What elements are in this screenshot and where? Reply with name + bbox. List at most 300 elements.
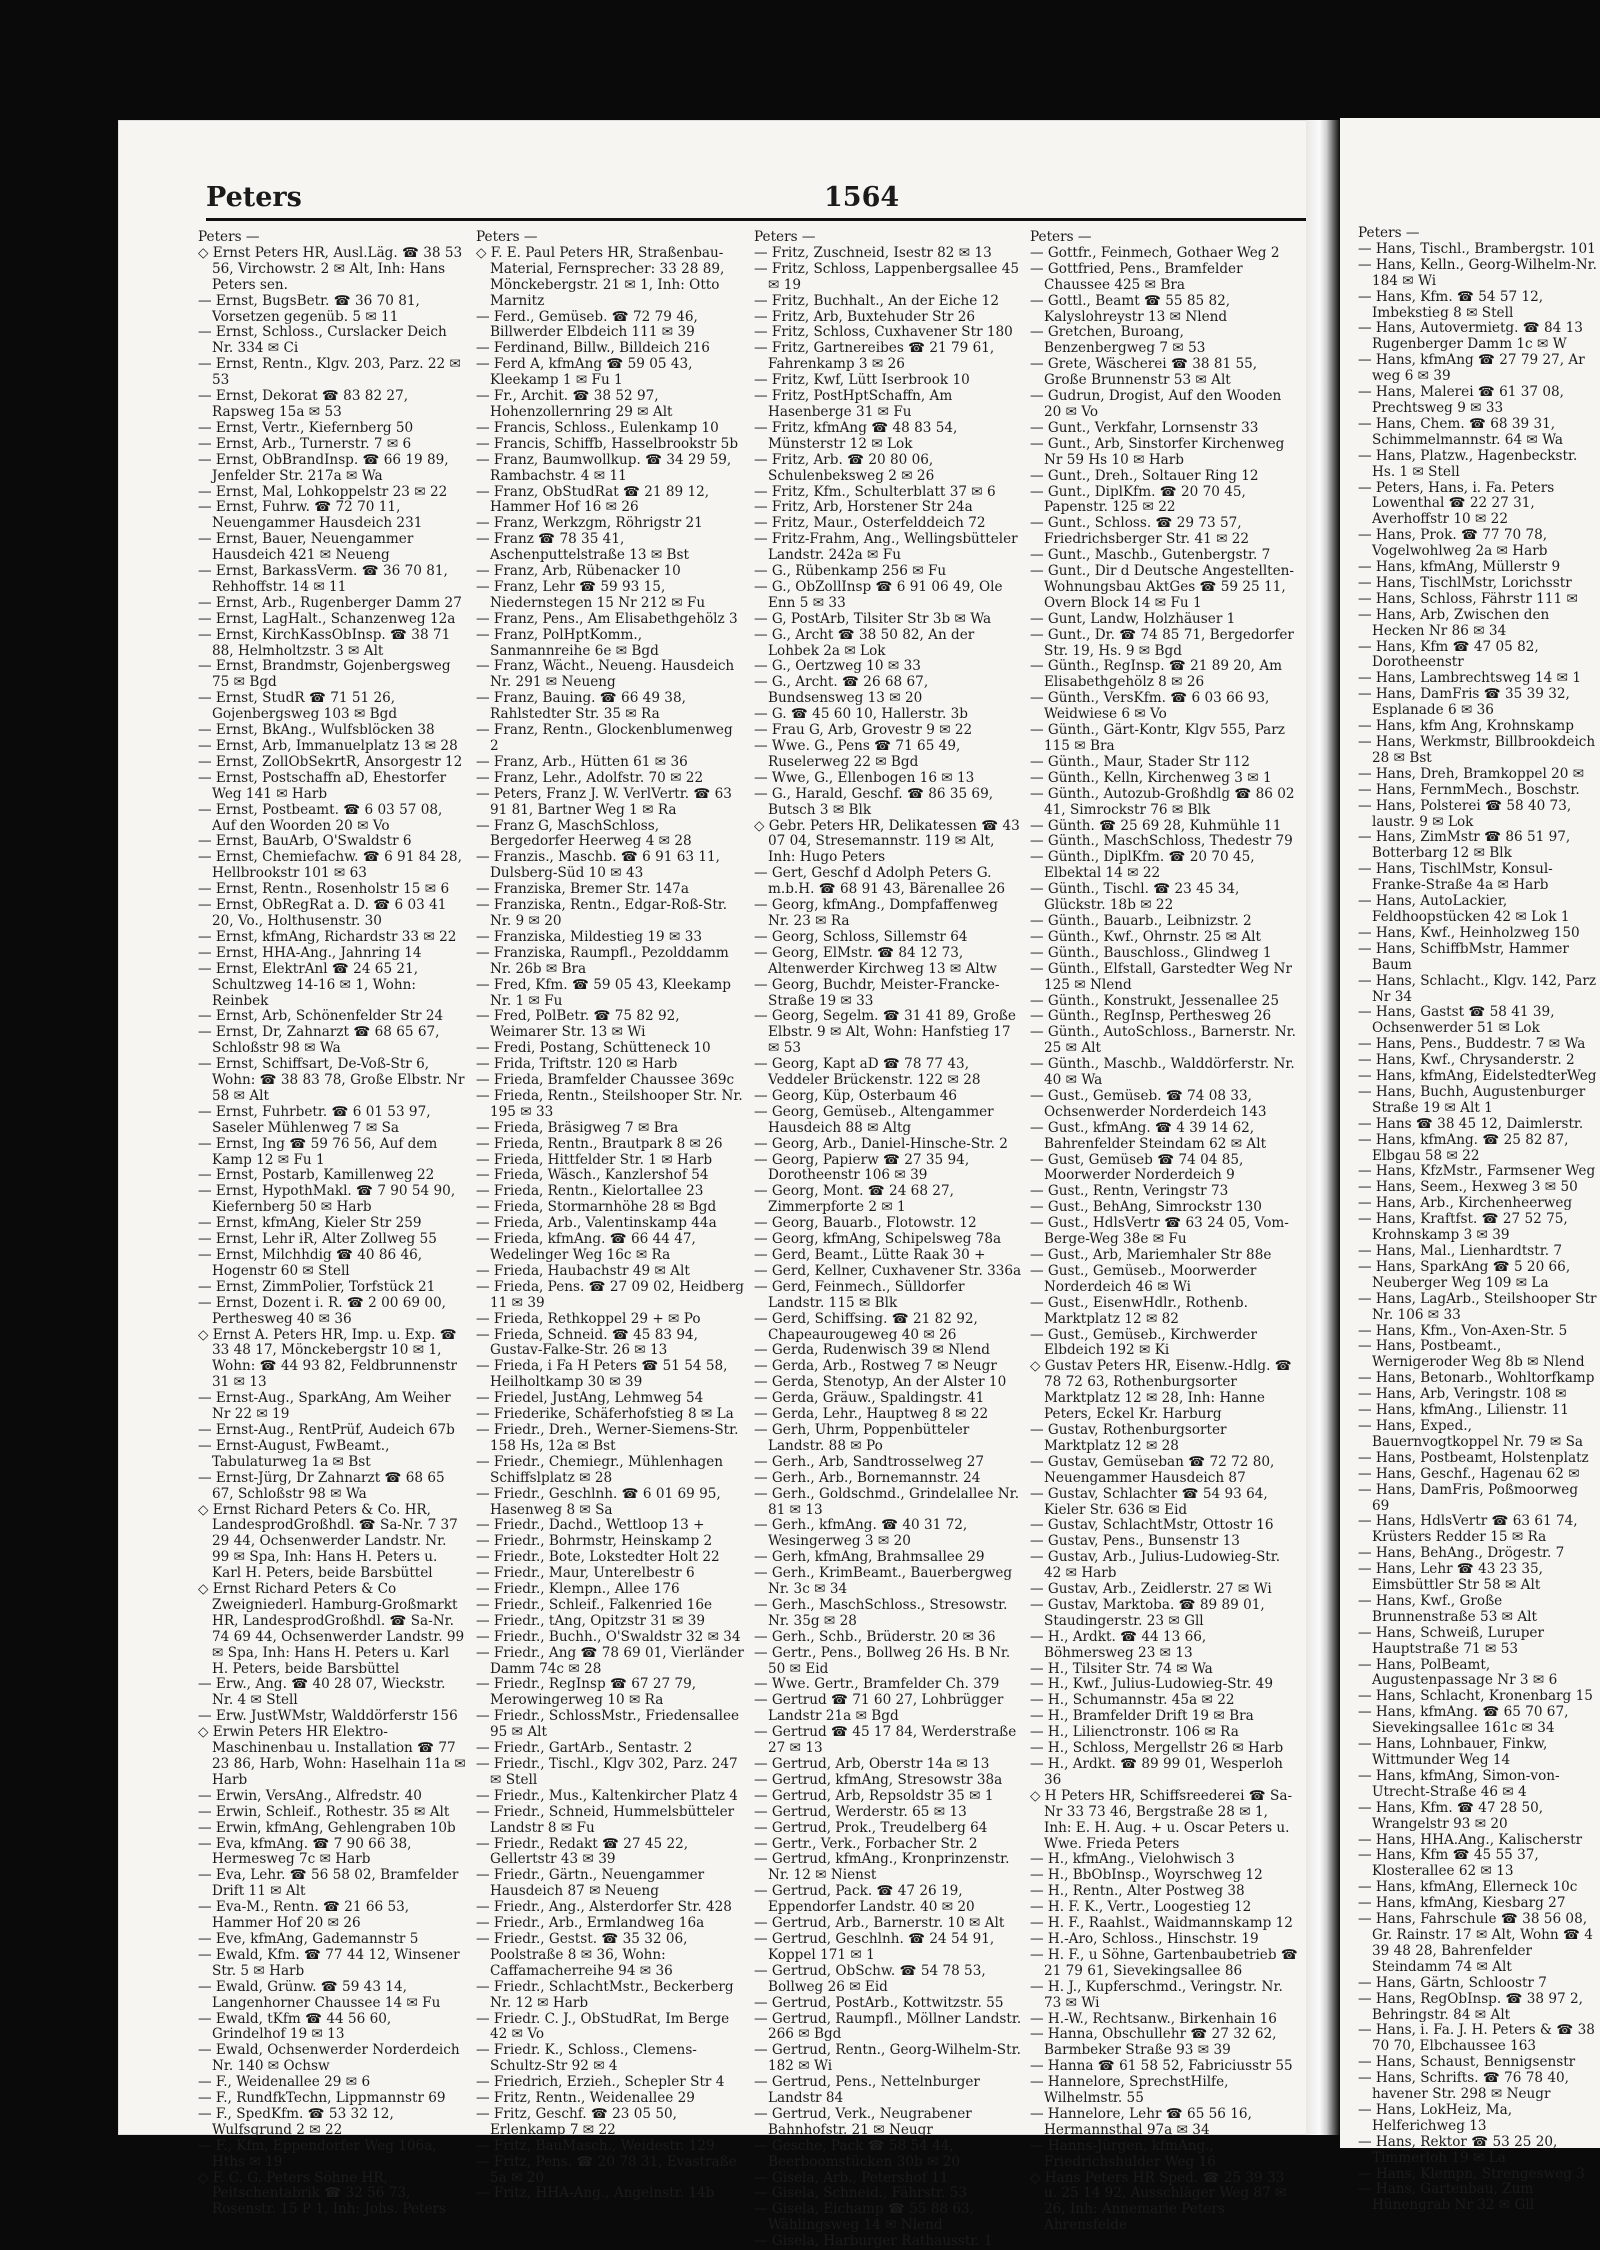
directory-entry: — Günth., RegInsp, Perthesweg 26: [1030, 1008, 1272, 1025]
directory-entry: — Gerh, kfmAng, Brahmsallee 29: [754, 1549, 985, 1566]
column-1: [198, 229, 466, 2218]
directory-entry: — Ewald, tKfm ☎ 44 56 60, Grindelhof 19 ✉ 13: [198, 2010, 392, 2043]
directory-entry: — Ferdinand, Billw., Billdeich 216: [476, 340, 710, 357]
directory-entry: — Hans, LokHeiz, Ma, Helferichweg 13: [1358, 2101, 1513, 2134]
directory-entry: — Günth., Bauschloss., Glindweg 1: [1030, 944, 1272, 961]
directory-entry: — Franziska, Raumpfl., Pezolddamm Nr. 26b ✉ Bra: [476, 944, 729, 977]
directory-entry: — Friedr., Mus., Kaltenkircher Platz 4: [476, 1787, 738, 1804]
directory-entry: — Frieda, Wäsch., Kanzlershof 54: [476, 1167, 709, 1184]
directory-entry: — Gerda, Stenotyp, An der Alster 10: [754, 1374, 1007, 1391]
directory-entry: — Gottl., Beamt ☎ 55 85 82, Kalyslohreystr 13 ✉ Nlend: [1030, 292, 1231, 325]
directory-entry: — Ernst, Rentn., Klgv. 203, Parz. 22 ✉ 53: [198, 356, 461, 389]
directory-entry: — H. F., u Söhne, Gartenbaubetrieb ☎ 21 79 61, Sievekingsallee 86: [1030, 1946, 1298, 1979]
directory-entry: — Gottfried, Pens., Bramfelder Chaussee 425 ✉ Bra: [1030, 260, 1243, 293]
directory-entry: — Fritz, Kwf, Lütt Iserbrook 10: [754, 372, 970, 389]
directory-entry: — Fritz, Schloss, Lappenbergsallee 45 ✉ 19: [754, 260, 1020, 293]
directory-entry: — Gustav, SchlachtMstr, Ottostr 16: [1030, 1517, 1274, 1534]
directory-entry: — Ernst, Lehr iR, Alter Zollweg 55: [198, 1231, 437, 1248]
directory-entry: — Ernst, BugsBetr. ☎ 36 70 81, Vorsetzen gegenüb. 5 ✉ 11: [198, 292, 420, 325]
directory-entry: — Hans, KfzMstr., Farmsener Weg: [1358, 1163, 1596, 1180]
directory-entry: — Hans, Kfm ☎ 45 55 37, Klosterallee 62 ✉ 13: [1358, 1847, 1539, 1880]
directory-entry: — Fredi, Postang, Schütteneck 10: [476, 1040, 711, 1057]
directory-entry: — Eva, Lehr. ☎ 56 58 02, Bramfelder Drift 11 ✉ Alt: [198, 1867, 459, 1900]
directory-entry: — Hans, Postbeamt., Wernigeroder Weg 8b ✉ Nlend: [1358, 1338, 1585, 1371]
directory-entry: — Gert, Geschf d Adolph Peters G. m.b.H. ☎ 68 91 43, Bärenallee 26: [754, 865, 1006, 898]
directory-entry: — Gisela, Harburger Rathausstr. 1: [754, 2233, 993, 2250]
directory-entry: — Günth., Bauarb., Leibnizstr. 2: [1030, 912, 1252, 929]
directory-entry: — Gertrud, Pack. ☎ 47 26 19, Eppendorfer Landstr. 40 ✉ 20: [754, 1883, 975, 1916]
directory-entry: — Hans, Prok. ☎ 77 70 78, Vogelwohlweg 2a ✉ Harb: [1358, 527, 1548, 560]
directory-entry: — Ernst, Dr, Zahnarzt ☎ 68 65 67, Schloßstr 98 ✉ Wa: [198, 1024, 440, 1057]
directory-entry: — Ernst, Arb., Rugenberger Damm 27: [198, 594, 462, 611]
directory-entry: — Wwe. Gertr., Bramfelder Ch. 379: [754, 1676, 1000, 1693]
directory-entry: — Hannelore, Lehr ☎ 65 56 16, Hermannsthal 97a ✉ 34: [1030, 2105, 1252, 2138]
directory-entry: — H. F. K., Vertr., Loogestieg 12: [1030, 1899, 1252, 1916]
directory-entry: — Hans, Malerei ☎ 61 37 08, Prechtsweg 9 ✉ 33: [1358, 384, 1564, 416]
directory-entry: — Wwe, G., Ellenbogen 16 ✉ 13: [754, 769, 975, 786]
directory-entry: — Ernst, Ing ☎ 59 76 56, Auf dem Kamp 12 ✉ Fu 1: [198, 1135, 438, 1168]
directory-entry: — Friedr., Chemiegr., Mühlenhagen Schiffslplatz ✉ 28: [476, 1453, 723, 1486]
directory-entry: — Günth. ☎ 25 69 28, Kuhmühle 11: [1030, 817, 1282, 834]
running-head-name: Peters: [206, 182, 302, 213]
directory-entry: — Gunt., Verkfahr, Lornsenstr 33: [1030, 419, 1259, 436]
directory-entry: — Frieda, i Fa H Peters ☎ 51 54 58, Heilholtkamp 30 ✉ 39: [476, 1358, 728, 1391]
directory-entry: — Gertrud, Rentn., Georg-Wilhelm-Str. 182 ✉ Wi: [754, 2042, 1021, 2075]
directory-entry: — Gust., Arb, Mariemhaler Str 88e: [1030, 1247, 1272, 1263]
directory-entry: — Gerda, Rudenwisch 39 ✉ Nlend: [754, 1342, 990, 1359]
directory-entry: — H., Schumannstr. 45a ✉ 22: [1030, 1692, 1235, 1709]
directory-entry: — Hans, Kfm ☎ 47 05 82, Dorotheenstr: [1358, 638, 1539, 671]
directory-entry: ◇ Gebr. Peters HR, Delikatessen ☎ 43 07 04, Stresemannstr. 119 ✉ Alt, Inh: Hugo Peters: [754, 817, 1020, 866]
directory-entry: — Gust., kfmAng. ☎ 4 39 14 62, Bahrenfelder Steindam 62 ✉ Alt: [1030, 1119, 1267, 1152]
directory-entry: — Hans, Pens., Buddestr. 7 ✉ Wa: [1358, 1036, 1586, 1053]
directory-entry: — Franz, Arb, Rübenacker 10: [476, 563, 681, 580]
directory-entry: — Ernst, Fuhrw. ☎ 72 70 11, Neuengammer Hausdeich 231: [198, 499, 423, 532]
directory-entry: — Günth., RegInsp. ☎ 21 89 20, Am Elisabethgehölz 8 ✉ 26: [1030, 658, 1283, 691]
directory-entry: — F., Weidenallee 29 ✉ 6: [198, 2074, 371, 2091]
directory-entry: — Friedr., Dreh., Werner-Siemens-Str. 158 Hs, 12a ✉ Bst: [476, 1421, 739, 1454]
directory-entry: — Ferd., Gemüseb. ☎ 72 79 46, Billwerder Elbdeich 111 ✉ 39: [476, 308, 698, 341]
directory-entry: — Hans, Kfm. ☎ 54 57 12, Imbekstieg 8 ✉ Stell: [1358, 288, 1544, 321]
page-number: 1564: [824, 182, 900, 213]
directory-entry: — Hans, kfmAng. ☎ 25 82 87, Elbgau 58 ✉ 22: [1358, 1131, 1569, 1164]
directory-entry: — Ernst, Postschaffn aD, Ehestorfer Weg 141 ✉ Harb: [198, 769, 447, 802]
directory-entry: — Gustav, Pens., Bunsenstr 13: [1030, 1533, 1240, 1550]
directory-entry: ◇ Ernst Peters HR, Ausl.Läg. ☎ 38 53 56, Virchowstr. 2 ✉ Alt, Inh: Hans Peters sen.: [198, 244, 463, 293]
directory-entry: — Georg, Mont. ☎ 24 68 27, Zimmerpforte 2 ✉ 1: [754, 1183, 954, 1216]
directory-entry: — Frida, Triftstr. 120 ✉ Harb: [476, 1056, 678, 1073]
directory-entry: — Hans, kfmAng, Müllerstr 9: [1358, 559, 1561, 576]
directory-entry: — Gerd, Kellner, Cuxhavener Str. 336a: [754, 1262, 1022, 1279]
directory-entry: — Gertrud, Verk., Neugrabener Bahnhofstr. 21 ✉ Neugr: [754, 2105, 972, 2138]
column-head: Peters —: [198, 229, 260, 245]
directory-entry: — Ernst, ObRegRat a. D. ☎ 6 03 41 20, Vo., Holthusenstr. 30: [198, 897, 447, 929]
directory-entry: — Georg, Küp, Osterbaum 46: [754, 1087, 957, 1104]
directory-entry: — Frau G, Arb, Grovestr 9 ✉ 22: [754, 722, 973, 739]
directory-entry: — Franz, Werkzgm, Röhrigstr 21: [476, 515, 703, 532]
directory-entry: — Ernst, Postarb, Kamillenweg 22: [198, 1167, 435, 1184]
directory-entry: — Georg, Segelm. ☎ 31 41 89, Große Elbstr. 9 ✉ Alt, Wohn: Hanfstieg 17 ✉ 53: [754, 1008, 1016, 1057]
directory-entry: — Hans, Schaust, Bennigsenstr: [1358, 2054, 1576, 2071]
directory-entry: — H., Bramfelder Drift 19 ✉ Bra: [1030, 1708, 1254, 1725]
directory-entry: — Ewald, Grünw. ☎ 59 43 14, Langenhorner Chaussee 14 ✉ Fu: [198, 1978, 441, 2011]
directory-entry: — Gerd, Schiffsing. ☎ 21 82 92, Chapeaurougeweg 40 ✉ 26: [754, 1310, 978, 1343]
directory-entry: — Hans, kfmAng, Ellerneck 10c: [1358, 1879, 1578, 1896]
directory-entry: — Gust, Gemüseb ☎ 74 04 85, Moorwerder Norderdeich 9: [1030, 1151, 1244, 1184]
directory-entry: — Ernst, Brandmstr, Gojenbergsweg 75 ✉ Bgd: [198, 658, 451, 691]
directory-entry: — Hans, PolBeamt, Augustenpassage Nr 3 ✉ 6: [1358, 1656, 1558, 1689]
directory-entry: — Günth., Elfstall, Garstedter Weg Nr 125 ✉ Nlend: [1030, 960, 1292, 993]
directory-entry: — Friedr., Schneid, Hummelsbütteler Landstr 8 ✉ Fu: [476, 1803, 735, 1836]
directory-entry: — Georg, Bauarb., Flotowstr. 12: [754, 1215, 977, 1232]
directory-entry: — H. J., Kupferschmd., Veringstr. Nr. 73 ✉ Wi: [1030, 1978, 1283, 2011]
directory-entry: — Gertrud, PostArb., Kottwitzstr. 55: [754, 1994, 1004, 2011]
directory-entry: — Hans, TischlMstr, Konsul-Franke-Straße 4a ✉ Harb: [1358, 861, 1553, 894]
directory-entry: — Gerh., MaschSchloss., Stresowstr. Nr. 35g ✉ 28: [754, 1596, 1008, 1629]
directory-entry: — Ernst, BarkassVerm. ☎ 36 70 81, Rehhoffstr. 14 ✉ 11: [198, 563, 448, 595]
directory-entry: — Ernst, KirchKassObInsp. ☎ 38 71 88, Helmholtzstr. 3 ✉ Alt: [198, 626, 451, 659]
directory-entry: — Günth., Kelln, Kirchenweg 3 ✉ 1: [1030, 769, 1272, 786]
directory-entry: — Georg, Buchdr, Meister-Francke-Straße 19 ✉ 33: [754, 976, 1000, 1009]
directory-entry: — Gust., EisenwHdlr., Rothenb. Marktplatz 12 ✉ 82: [1030, 1294, 1248, 1327]
directory-entry: — Hans, kfm Ang, Krohnskamp: [1358, 718, 1574, 735]
directory-entry: — G., Rübenkamp 256 ✉ Fu: [754, 563, 947, 580]
directory-entry: — Franz, ObStudRat ☎ 21 89 12, Hammer Hof 16 ✉ 26: [476, 483, 710, 516]
directory-entry: — Gust., HdlsVertr ☎ 63 24 05, Vom-Berge-Weg 38e ✉ Fu: [1030, 1215, 1289, 1248]
directory-entry: — H., Rentn., Alter Postweg 38: [1030, 1883, 1245, 1900]
directory-entry: — Friedr., Maur, Unterelbestr 6: [476, 1565, 695, 1582]
directory-entry: — Hans, Tischl., Brambergstr. 101: [1358, 240, 1596, 257]
directory-entry: — Ernst-Jürg, Dr Zahnarzt ☎ 68 65 67, Schloßstr 98 ✉ Wa: [198, 1469, 445, 1502]
directory-entry: — Hans, Gärtn, Schloostr 7: [1358, 1974, 1547, 1991]
directory-entry: ◇ H Peters HR, Schiffsreederei ☎ Sa-Nr 33 73 46, Bergstraße 28 ✉ 1, Inh: E. H. Aug. + u. Oscar Peters u. Wwe. Frieda Peters: [1030, 1787, 1293, 1852]
directory-entry: — Hans, Schlacht, Kronenbarg 15: [1358, 1688, 1593, 1705]
directory-entry: — Franziska, Mildestieg 19 ✉ 33: [476, 928, 703, 945]
directory-entry: — Gustav, Rothenburgsorter Marktplatz 12 ✉ 28: [1030, 1421, 1227, 1454]
directory-entry: — Günth., Tischl. ☎ 23 45 34, Glückstr. 18b ✉ 22: [1030, 881, 1240, 914]
directory-entry: — Franziska, Bremer Str. 147a: [476, 881, 689, 898]
directory-entry: — Gertrud, Raumpfl., Möllner Landstr. 266 ✉ Bgd: [754, 2010, 1022, 2043]
directory-entry: — Hanns-Jürgen, kfmAng., Friedrichshulder Weg 16: [1030, 2137, 1216, 2170]
directory-entry: — Hans, Arb, Zwischen den Hecken Nr 86 ✉ 34: [1358, 606, 1550, 639]
directory-entry: — H., Lilienctronstr. 106 ✉ Ra: [1030, 1724, 1239, 1741]
directory-entry: — Friedr., Ang ☎ 78 69 01, Vierländer Damm 74c ✉ 28: [476, 1644, 744, 1677]
directory-entry: — Hans, Lohnbauer, Finkw, Wittmunder Weg 14: [1358, 1736, 1548, 1768]
column-3: [754, 229, 1022, 2250]
directory-entry: — Ernst, StudR ☎ 71 51 26, Gojenbergsweg 103 ✉ Bgd: [198, 690, 398, 723]
directory-entry: — Gertr., Verk., Forbacher Str. 2: [754, 1835, 978, 1852]
directory-entry: — Günth., VersKfm. ☎ 6 03 66 93, Weidwiese 6 ✉ Vo: [1030, 690, 1270, 723]
directory-entry: — Hans, FernmMech., Boschstr.: [1358, 781, 1580, 798]
directory-entry: — Frieda, Arb., Valentinskamp 44a: [476, 1215, 717, 1232]
directory-entry: — Gertrud, kfmAng, Stresowstr 38a: [754, 1771, 1003, 1788]
directory-entry: — Hans, Arb., Kirchenheerweg: [1358, 1195, 1573, 1212]
directory-entry: — Franz, Wächt., Neueng. Hausdeich Nr. 291 ✉ Neueng: [476, 658, 735, 691]
directory-entry: — Fritz, Schloss, Cuxhavener Str 180: [754, 324, 1013, 341]
directory-entry: — Hans, ZimMstr ☎ 86 51 97, Botterbarg 12 ✉ Blk: [1358, 829, 1571, 862]
directory-entry: — Georg, kfmAng., Dompfaffenweg Nr. 23 ✉ Ra: [754, 897, 998, 929]
directory-entry: — Hans, kfmAng, Simon-von-Utrecht-Straße 46 ✉ 4: [1358, 1767, 1560, 1800]
directory-entry: — Hans, kfmAng ☎ 27 79 27, Ar weg 6 ✉ 39: [1358, 352, 1585, 385]
directory-entry: — Ernst, Arb, Schönenfelder Str 24: [198, 1008, 444, 1025]
directory-entry: — Hans, Gartenbau, Zum Hünengrab Nr 32 ✉ Gll: [1358, 2181, 1535, 2214]
directory-entry: — Friedr., Gärtn., Neuengammer Hausdeich 87 ✉ Neueng: [476, 1867, 705, 1900]
column-head: Peters —: [1358, 225, 1420, 241]
directory-entry: — Fritz, HHA-Ang., Angelnstr. 14b: [476, 2185, 715, 2202]
directory-entry: — Franz, Baumwollkup. ☎ 34 29 59, Rambachstr. 4 ✉ 11: [476, 451, 732, 484]
directory-entry: — Gerh., Arb., Bornemannstr. 24: [754, 1469, 981, 1486]
directory-entry: — Gust., Gemüseb., Moorwerder Norderdeich 46 ✉ Wi: [1030, 1262, 1257, 1295]
directory-entry: — Gerh., KrimBeamt., Bauerbergweg Nr. 3c ✉ 34: [754, 1565, 1013, 1598]
directory-entry: — G., Archt ☎ 38 50 82, An der Lohbek 2a ✉ Lok: [754, 626, 975, 659]
directory-entry: — Franz, Lehr., Adolfstr. 70 ✉ 22: [476, 769, 704, 786]
directory-entry: ◇ Gustav Peters HR, Eisenw.-Hdlg. ☎ 78 72 63, Rothenburgsorter Marktplatz 12 ✉ 28, Inh: Hanne Peters, Eckel Kr. Harburg: [1030, 1358, 1292, 1423]
directory-entry: — F., RundfkTechn, Lippmannstr 69: [198, 2090, 446, 2107]
directory-entry: — F., SpedKfm. ☎ 53 32 12, Wulfsgrund 2 ✉ 22: [198, 2105, 394, 2138]
directory-entry: ◇ Ernst Richard Peters & Co Zweigniederl. Hamburg-Großmarkt HR, LandesprodGroßhdl. ☎ Sa-Nr. 74 69 44, Ochsenwerder Landstr. 99 ✉ Spa, Inh: Hans H. Peters u. Karl H. Peters, beide Barsbüttel: [198, 1581, 465, 1677]
directory-entry: — Hans, Kfm. ☎ 47 28 50, Wrangelstr 93 ✉ 20: [1358, 1799, 1544, 1832]
directory-entry: — Frieda, Rethkoppel 29 + ✉ Po: [476, 1310, 701, 1327]
directory-entry: — Friedr., tAng, Opitzstr 31 ✉ 39: [476, 1612, 705, 1629]
directory-entry: — Georg, Papierw ☎ 27 35 94, Dorotheenstr 106 ✉ 39: [754, 1151, 970, 1184]
directory-entry: — Gustav, Marktoba. ☎ 89 89 01, Staudingerstr. 23 ✉ Gll: [1030, 1596, 1265, 1629]
directory-entry: — Gerh., kfmAng. ☎ 40 31 72, Wesingerweg 3 ✉ 20: [754, 1517, 968, 1550]
directory-entry: — Gerd, Feinmech., Sülldorfer Landstr. 115 ✉ Blk: [754, 1278, 965, 1311]
directory-entry: — Erw. JustWMstr, Walddörferstr 156: [198, 1708, 458, 1725]
directory-entry: — Franz, Pens., Am Elisabethgehölz 3: [476, 610, 738, 627]
directory-entry: — Ernst, Dozent i. R. ☎ 2 00 69 00, Perthesweg 40 ✉ 36: [198, 1294, 446, 1327]
directory-entry: ◇ F. C. G. Peters Söhne HR, Peitschentabrik ☎ 32 56 73, Rosenstr. 15 P 1, Inh: Johs. Peters: [198, 2169, 447, 2218]
directory-entry: — G., Harald, Geschf. ☎ 86 35 69, Butsch 3 ✉ Blk: [754, 785, 994, 818]
directory-entry: — Georg, ElMstr. ☎ 84 12 73, Altenwerder Kirchweg 13 ✉ Altw: [754, 944, 997, 977]
directory-entry: — Ernst-Aug., SparkAng, Am Weiher Nr 22 ✉ 19: [198, 1390, 451, 1423]
directory-entry: — Gustav, Arb., Julius-Ludowieg-Str. 42 ✉ Harb: [1030, 1549, 1281, 1582]
directory-entry: — Hans, Seem., Hexweg 3 ✉ 50: [1358, 1179, 1578, 1196]
directory-entry: — Fritz, PostHptSchaffn, Am Hasenberge 31 ✉ Fu: [754, 388, 953, 420]
directory-entry: — Ernst-Aug., RentPrüf, Audeich 67b: [198, 1421, 455, 1438]
directory-entry: — F., Kfm, Eppendorfer Weg 106a, Hths ✉ 19: [198, 2137, 437, 2170]
directory-entry: — Gunt., Maschb., Gutenbergstr. 7: [1030, 547, 1271, 564]
directory-entry: — Friedel, JustAng, Lehmweg 54: [476, 1390, 704, 1407]
directory-entry: — Gertrud, Arb, Oberstr 14a ✉ 13: [754, 1756, 990, 1772]
directory-entry: — Ernst, Vertr., Kiefernberg 50: [198, 419, 414, 436]
directory-entry: — Gunt., Arb, Sinstorfer Kirchenweg Nr 59 Hs 10 ✉ Harb: [1030, 435, 1285, 468]
column-2: [476, 229, 744, 2202]
directory-entry: — Fritz-Frahm, Ang., Wellingsbütteler Landstr. 242a ✉ Fu: [754, 531, 1018, 564]
directory-entry: — Hans, Chem. ☎ 68 39 31, Schimmelmannstr. 64 ✉ Wa: [1358, 415, 1564, 448]
directory-entry: — H., Schloss, Mergellstr 26 ✉ Harb: [1030, 1740, 1284, 1757]
directory-entry: — Ernst, Mal, Lohkoppelstr 23 ✉ 22: [198, 483, 448, 500]
directory-entry: — Günth., Gärt-Kontr, Klgv 555, Parz 115 ✉ Bra: [1030, 722, 1285, 754]
directory-entry: — Hans, AutoLackier, Feldhoopstücken 42 ✉ Lok 1: [1358, 893, 1570, 925]
directory-entry: — Hans, i. Fa. J. H. Peters & ☎ 38 70 70, Elbchaussee 163: [1358, 2022, 1595, 2055]
directory-entry: — Gerh., Arb, Sandtrosselweg 27: [754, 1453, 985, 1470]
directory-entry: — H., BbObInsp., Woyrschweg 12: [1030, 1867, 1263, 1884]
directory-entry: — Gerda, Gräuw., Spaldingstr. 41: [754, 1390, 985, 1407]
directory-entry: — Ernst, Schiffsart, De-Voß-Str 6, Wohn: ☎ 38 83 78, Große Elbstr. Nr 58 ✉ Alt: [198, 1056, 465, 1104]
directory-entry: — Hans, Mal., Lienhardtstr. 7: [1358, 1243, 1563, 1259]
directory-entry: — Erwin, kfmAng, Gehlengraben 10b: [198, 1819, 456, 1836]
directory-entry: — Ernst, BkAng., Wulfsblöcken 38: [198, 722, 435, 739]
directory-entry: — Friedr., Bote, Lokstedter Holt 22: [476, 1549, 720, 1566]
directory-entry: — Gerd, Beamt., Lütte Raak 30 +: [754, 1247, 986, 1263]
directory-entry: — Hans, TischlMstr, Lorichsstr: [1358, 574, 1572, 591]
directory-entry: — Eve, kfmAng, Gademannstr 5: [198, 1930, 419, 1947]
directory-entry: — Gunt, Landw, Holzhäuser 1: [1030, 610, 1236, 627]
directory-entry: — Franz, Rentn., Glockenblumenweg 2: [476, 722, 733, 754]
directory-entry: — Hans, Kfm., Von-Axen-Str. 5: [1358, 1322, 1568, 1339]
directory-entry: — Friedr., Ang., Alsterdorfer Str. 428: [476, 1899, 732, 1916]
directory-entry: — Frieda, Stormarnhöhe 28 ✉ Bgd: [476, 1199, 717, 1216]
directory-entry: — Gustav, Arb., Zeidlerstr. 27 ✉ Wi: [1030, 1581, 1272, 1598]
page-header: [206, 178, 1316, 218]
directory-entry: — G, PostArb, Tilsiter Str 3b ✉ Wa: [754, 610, 992, 627]
directory-entry: — Ernst, ElektrAnl ☎ 24 65 21, Schultzweg 14-16 ✉ 1, Wohn: Reinbek: [198, 960, 419, 1009]
directory-entry: — Ernst, Schloss., Curslacker Deich Nr. 334 ✉ Ci: [198, 324, 447, 357]
directory-entry: — Fritz, BauMasch., Weidestr. 129: [476, 2137, 715, 2154]
directory-entry: — Frieda, Hittfelder Str. 1 ✉ Harb: [476, 1151, 713, 1168]
directory-entry: — Franz, Bauing. ☎ 66 49 38, Rahlstedter Str. 35 ✉ Ra: [476, 690, 686, 723]
directory-entry: — Hans, HdlsVertr ☎ 63 61 74, Krüsters Redder 15 ✉ Ra: [1358, 1513, 1578, 1546]
directory-entry: ◇ F. E. Paul Peters HR, Straßenbau-Material, Fernsprecher: 33 28 89, Mönckebergstr. 21 ✉ 1, Inh: Otto Marnitz: [476, 244, 725, 309]
directory-entry: — Hans, Geschf., Hagenau 62 ✉: [1358, 1465, 1580, 1482]
directory-entry: — Ernst, kfmAng, Richardstr 33 ✉ 22: [198, 928, 457, 945]
directory-entry: — Gertr., Pens., Bollweg 26 Hs. B Nr. 50 ✉ Eid: [754, 1644, 1011, 1677]
directory-entry: — Friedrich, Erzieh., Schepler Str 4: [476, 2074, 725, 2091]
directory-entry: — Gertrud, Arb, Repsoldstr 35 ✉ 1: [754, 1787, 994, 1804]
directory-entry: — Erwin, VersAng., Alfredstr. 40: [198, 1787, 422, 1804]
directory-entry: — Hans ☎ 38 45 12, Daimlerstr.: [1358, 1115, 1584, 1132]
directory-entry: — Erw., Ang. ☎ 40 28 07, Wieckstr. Nr. 4 ✉ Stell: [198, 1676, 446, 1709]
directory-entry: — Ernst, Arb, Immanuelplatz 13 ✉ 28: [198, 738, 458, 754]
directory-entry: — Günth., Konstrukt, Jessenallee 25: [1030, 992, 1279, 1009]
directory-entry: — Franziska, Rentn., Edgar-Roß-Str. Nr. 9 ✉ 20: [476, 897, 728, 929]
directory-entry: — Fritz, kfmAng ☎ 48 83 54, Münsterstr 12 ✉ Lok: [754, 419, 958, 452]
directory-entry: — Gunt., Dr. ☎ 74 85 71, Bergedorfer Str. 19, Hs. 9 ✉ Bgd: [1030, 626, 1294, 659]
directory-entry: — Friedr., Geschlnh. ☎ 6 01 69 95, Hasenweg 8 ✉ Sa: [476, 1485, 721, 1518]
directory-entry: ◇ Erwin Peters HR Elektro-Maschinenbau u. Installation ☎ 77 23 86, Harb, Wohn: Haselhain 11a ✉ Harb: [198, 1724, 466, 1788]
directory-entry: ◇ Ernst A. Peters HR, Imp. u. Exp. ☎ 33 48 17, Mönckebergstr 10 ✉ 1, Wohn: ☎ 44 93 82, Feldbrunnenstr 31 ✉ 13: [198, 1326, 458, 1391]
directory-entry: — Gust., Gemüseb. ☎ 74 08 33, Ochsenwerder Norderdeich 143: [1030, 1087, 1267, 1120]
directory-entry: — Hans, Lehr ☎ 43 23 35, Eimsbüttler Str 58 ✉ Alt: [1358, 1561, 1544, 1594]
directory-entry: — Friedr., Dachd., Wettloop 13 +: [476, 1517, 705, 1534]
directory-entry: — Wwe. G., Pens ☎ 71 65 49, Ruselerweg 22 ✉ Bgd: [754, 738, 961, 770]
directory-entry: — Günth., Maschb., Walddörferstr. Nr. 40 ✉ Wa: [1030, 1056, 1295, 1089]
directory-entry: — Ernst, BauArb, O'Swaldstr 6: [198, 833, 412, 850]
directory-entry: — Ernst-August, FwBeamt., Tabulaturweg 1a ✉ Bst: [198, 1437, 390, 1470]
directory-entry: — Ernst, ZollObSekrtR, Ansorgestr 12: [198, 753, 463, 770]
directory-entry: — Hans, Betonarb., Wohltorfkamp: [1358, 1370, 1595, 1387]
directory-entry: — Ernst, Chemiefachw. ☎ 6 91 84 28, Hellbrookstr 101 ✉ 63: [198, 849, 462, 882]
directory-entry: — Frieda, Bramfelder Chaussee 369c: [476, 1072, 735, 1089]
directory-entry: — Günth., AutoSchloss., Barnerstr. Nr. 25 ✉ Alt: [1030, 1024, 1297, 1057]
directory-entry: — Gunt., Dir d Deutsche Angestellten-Wohnungsbau AktGes ☎ 59 25 11, Overn Block 14 ✉ Fu 1: [1030, 563, 1295, 611]
directory-entry: — Hans, Gastst ☎ 58 41 39, Ochsenwerder 51 ✉ Lok: [1358, 1004, 1555, 1037]
directory-entry: — Gisela, Arb., Petershof 11: [754, 2169, 949, 2186]
directory-entry: — Gudrun, Drogist, Auf den Wooden 20 ✉ Vo: [1030, 388, 1282, 420]
directory-entry: — Günth., Maur, Stader Str 112: [1030, 753, 1250, 770]
directory-entry: — Gunt., DiplKfm. ☎ 20 70 45, Papenstr. 125 ✉ 22: [1030, 483, 1246, 516]
directory-entry: — Ernst, Milchhdig ☎ 40 86 46, Hogenstr 60 ✉ Stell: [198, 1247, 423, 1279]
directory-entry: — Hans, Schrifts. ☎ 76 78 40, havener Str. 298 ✉ Neugr: [1358, 2070, 1569, 2103]
directory-entry: — H., Ardkt. ☎ 89 99 01, Wesperloh 36: [1030, 1756, 1283, 1788]
directory-entry: — Fritz, Rentn., Weidenallee 29: [476, 2090, 695, 2107]
directory-entry: — Hans, Lambrechtsweg 14 ✉ 1: [1358, 670, 1582, 687]
facing-page-fragment: [1340, 118, 1600, 2214]
directory-entry: — Gertrud, Arb., Barnerstr. 10 ✉ Alt: [754, 1915, 1005, 1932]
directory-entry: — Ernst, ZimmPolier, Torfstück 21: [198, 1278, 436, 1295]
column-head: Peters —: [754, 229, 816, 245]
directory-entry: — Hans, Kwf., Große Brunnenstraße 53 ✉ Alt: [1358, 1592, 1537, 1625]
directory-entry: — Ernst, Postbeamt. ☎ 6 03 57 08, Auf den Woorden 20 ✉ Vo: [198, 801, 443, 834]
directory-entry: — Ernst, ObBrandInsp. ☎ 66 19 89, Jenfelder Str. 217a ✉ Wa: [198, 451, 449, 484]
directory-entry: — Gust., BehAng, Simrockstr 130: [1030, 1199, 1262, 1216]
directory-entry: — Günth., Kwf., Ohrnstr. 25 ✉ Alt: [1030, 928, 1261, 945]
directory-entry: — Frieda, Schneid. ☎ 45 83 94, Gustav-Falke-Str. 26 ✉ 13: [476, 1326, 698, 1359]
directory-entry: — Fritz, Zuschneid, Isestr 82 ✉ 13: [754, 244, 992, 261]
directory-entry: — Günth., Autozub-Großhdlg ☎ 86 02 41, Simrockstr 76 ✉ Blk: [1030, 785, 1295, 818]
directory-entry: — Georg, Kapt aD ☎ 78 77 43, Veddeler Brückenstr. 122 ✉ 28: [754, 1056, 981, 1089]
facing-page-column: [1358, 225, 1598, 2214]
directory-entry: — Hans, HHA.Ang., Kalischerstr: [1358, 1831, 1583, 1848]
directory-entry: — H., Kwf., Julius-Ludowieg-Str. 49: [1030, 1676, 1273, 1693]
directory-entry: — H. F., Raahlst., Waidmannskamp 12: [1030, 1915, 1293, 1932]
directory-entry: — Hans, Schweiß, Luruper Hauptstraße 71 ✉ 53: [1358, 1624, 1544, 1657]
directory-entry: — G., ObZollInsp ☎ 6 91 06 49, Ole Enn 5 ✉ 33: [754, 578, 1003, 611]
directory-entry: — Francis, Schiffb, Hasselbrookstr 5b: [476, 435, 739, 452]
directory-entry: — Frieda, Rentn., Steilshooper Str. Nr. 195 ✉ 33: [476, 1087, 743, 1120]
directory-entry: — Hans, Buchh, Augustenburger Straße 19 ✉ Alt 1: [1358, 1083, 1586, 1116]
directory-entry: — Gertrud, Pens., Nettelnburger Landstr 84: [754, 2074, 980, 2107]
directory-entry: — Hans, Platzw., Hagenbeckstr. Hs. 1 ✉ Stell: [1358, 447, 1578, 480]
directory-entry: — Gisela, Eichamp ☎ 55 88 63, Wählingsweg 14 ✉ Nlend: [754, 2201, 975, 2234]
directory-entry: — Francis, Schloss., Eulenkamp 10: [476, 419, 719, 436]
header-rule: [206, 218, 1386, 221]
directory-entry: — Fritz, Pens. ☎ 20 78 31, Evastraße 5a ✉ 20: [476, 2153, 737, 2186]
directory-entry: — Hanna, Obschullehr ☎ 27 32 62, Barmbeker Straße 93 ✉ 39: [1030, 2026, 1277, 2059]
directory-entry: — Hans, Kraftfst. ☎ 27 52 75, Krohnskamp 3 ✉ 39: [1358, 1211, 1568, 1244]
directory-entry: — Günth., MaschSchloss, Thedestr 79: [1030, 833, 1293, 850]
directory-entry: — Gertrud ☎ 71 60 27, Lohbrügger Landstr 21a ✉ Bgd: [754, 1692, 1004, 1725]
directory-entry: — Gottfr., Feinmech, Gothaer Weg 2: [1030, 244, 1280, 261]
directory-entry: — Frieda, Rentn., Kielortallee 23: [476, 1183, 704, 1200]
directory-entry: — Hans, Kwf., Chrysanderstr. 2: [1358, 1052, 1575, 1069]
directory-entry: — Gunt., Dreh., Soltauer Ring 12: [1030, 467, 1259, 484]
directory-entry: — Hans, Arb, Veringstr. 108 ✉: [1358, 1386, 1567, 1403]
directory-entry: — Hanna ☎ 61 58 52, Fabriciusstr 55: [1030, 2058, 1293, 2075]
directory-entry: — Hans, DamFris ☎ 35 39 32, Esplanade 6 ✉ 36: [1358, 686, 1570, 719]
directory-entry: — H.-W., Rechtsanw., Birkenhain 16: [1030, 2010, 1277, 2027]
directory-entry: — Ernst, HHA-Ang., Jahnring 14: [198, 944, 422, 961]
directory-entry: — Gertrud, Prok., Treudelberg 64: [754, 1819, 988, 1836]
directory-entry: — Hans, DamFris, Poßmoorweg 69: [1358, 1481, 1579, 1514]
directory-entry: — Ernst, Dekorat ☎ 83 82 27, Rapsweg 15a ✉ 53: [198, 388, 409, 420]
directory-entry: — Friedr., GartArb., Sentastr. 2: [476, 1740, 693, 1757]
directory-entry: — Eva-M., Rentn. ☎ 21 66 53, Hammer Hof 20 ✉ 26: [198, 1899, 410, 1932]
directory-entry: — Friedr., Redakt ☎ 27 45 22, Gellertstr 43 ✉ 39: [476, 1835, 689, 1868]
directory-entry: — Grete, Wäscherei ☎ 38 81 55, Große Brunnenstr 53 ✉ Alt: [1030, 356, 1258, 389]
directory-entry: — Friederike, Schäferhofstieg 8 ✉ La: [476, 1406, 734, 1423]
directory-entry: — Eva, kfmAng. ☎ 7 90 66 38, Hermesweg 7c ✉ Harb: [198, 1835, 412, 1868]
directory-entry: — Georg, Arb., Daniel-Hinsche-Str. 2: [754, 1135, 1008, 1152]
directory-entry: — Franz, Arb., Hütten 61 ✉ 36: [476, 753, 688, 770]
directory-entry: — Gerda, Lehr., Hauptweg 8 ✉ 22: [754, 1406, 989, 1423]
directory-entry: — Ernst, Bauer, Neuengammer Hausdeich 421 ✉ Neueng: [198, 531, 414, 564]
directory-entry: — Fritz, Geschf. ☎ 23 05 50, Erlenkamp 7 ✉ 22: [476, 2105, 678, 2138]
directory-entry: — Hans, Autovermietg. ☎ 84 13 Rugenberger Damm 1c ✉ W: [1358, 320, 1583, 353]
directory-entry: — G., Archt. ☎ 26 68 67, Bundsensweg 13 ✉ 20: [754, 674, 929, 707]
directory-entry: — Hans, Fahrschule ☎ 38 56 08, Gr. Rainstr. 17 ✉ Alt, Wohn ☎ 4 39 48 28, Bahrenfelder Steindamm 74 ✉ Alt: [1358, 1911, 1593, 1975]
